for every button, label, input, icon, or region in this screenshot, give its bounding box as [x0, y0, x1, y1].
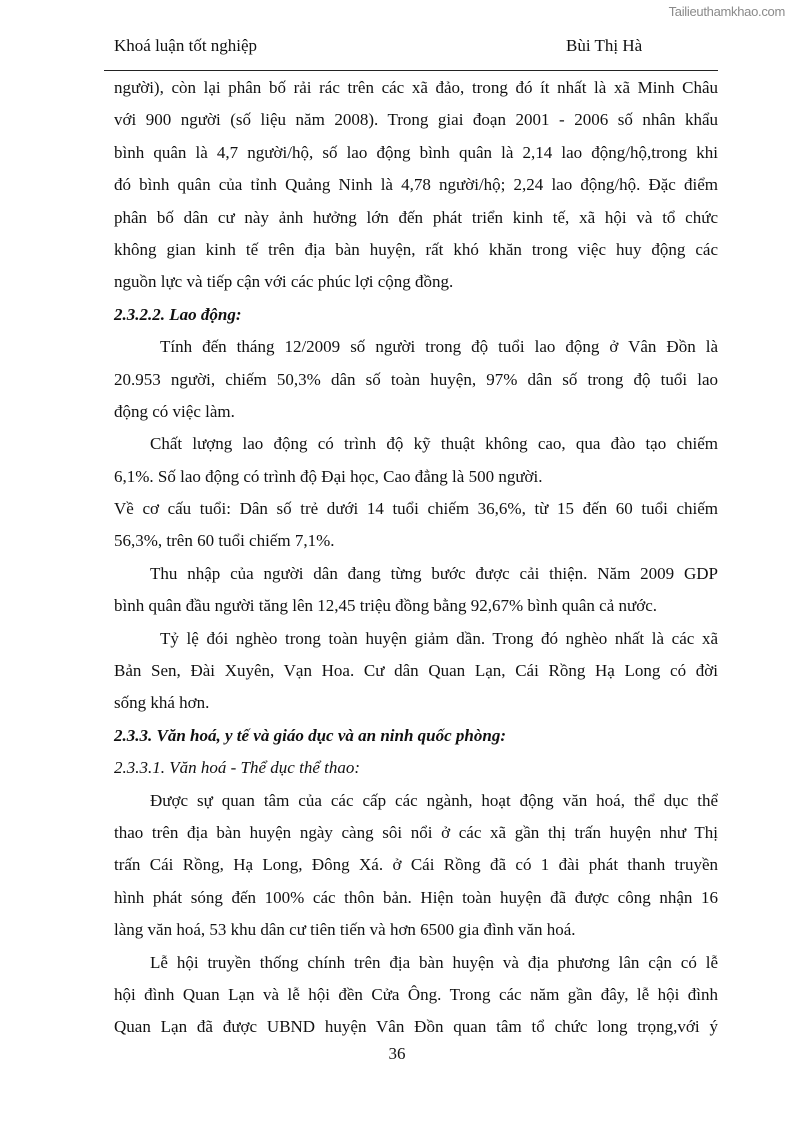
text-line: 20.953 người, chiếm 50,3% dân số toàn huyện, 97% dân số trong độ tuổi lao	[114, 369, 718, 389]
watermark: Tailieuthamkhao.com	[668, 4, 785, 19]
text-line: Chất lượng lao động có trình độ kỹ thuật không cao, qua đào tạo chiếm	[150, 434, 718, 454]
text-line: 6,1%. Số lao động có trình độ Đại học, Cao đẳng là 500 người.	[114, 466, 543, 486]
text-line: Tính đến tháng 12/2009 số người trong độ tuổi lao động ở Vân Đồn là	[160, 337, 718, 357]
text-line: bình quân đầu người tăng lên 12,45 triệu đồng bằng 92,67% bình quân cả nước.	[114, 596, 657, 616]
text-line: nguồn lực và tiếp cận với các phúc lợi cộng đồng.	[114, 272, 454, 292]
text-line: Lễ hội truyền thống chính trên địa bàn huyện và địa phương lân cận có lễ	[150, 952, 718, 972]
text-line: trấn Cái Rồng, Hạ Long, Đông Xá. ở Cái Rồng đã có 1 đài phát thanh truyền	[114, 855, 718, 875]
subsection-heading: 2.3.3.1. Văn hoá - Thể dục thể thao:	[114, 758, 360, 778]
text-line: đó bình quân của tỉnh Quảng Ninh là 4,78 người/hộ; 2,24 lao động/hộ. Đặc điểm	[114, 175, 718, 195]
text-line: làng văn hoá, 53 khu dân cư tiên tiến và hơn 6500 gia đình văn hoá.	[114, 920, 576, 940]
page-number: 36	[388, 1044, 406, 1063]
text-line: người), còn lại phân bố rải rác trên các xã đảo, trong đó ít nhất là xã Minh Châu	[114, 78, 718, 97]
text-line: sống khá hơn.	[114, 693, 210, 713]
text-line: Quan Lạn đã được UBND huyện Vân Đồn quan tâm tổ chức long trọng,với ý	[114, 1017, 718, 1037]
header-title: Khoá luận tốt nghiệp	[114, 36, 258, 55]
section-heading: 2.3.2.2. Lao động:	[114, 304, 242, 324]
text-line: thao trên địa bàn huyện ngày càng sôi nổi ở các xã gần thị trấn huyện như Thị	[114, 822, 718, 842]
text-line: phân bố dân cư này ảnh hưởng lớn đến phát triển kinh tế, xã hội và tổ chức	[114, 207, 718, 227]
text-line: Được sự quan tâm của các cấp các ngành, hoạt động văn hoá, thể dục thể	[150, 790, 718, 810]
text-line: Tỷ lệ đói nghèo trong toàn huyện giảm dần. Trong đó nghèo nhất là các xã	[160, 628, 718, 648]
text-line: hội đình Quan Lạn và lễ hội đền Cửa Ông. Trong các năm gần đây, lễ hội đình	[114, 984, 718, 1004]
text-line: động có việc làm.	[114, 401, 235, 421]
text-line: Thu nhập của người dân đang từng bước được cải thiện. Năm 2009 GDP	[150, 563, 718, 583]
header-author: Bùi Thị Hà	[566, 36, 643, 55]
text-line: Về cơ cấu tuổi: Dân số trẻ dưới 14 tuổi chiếm 36,6%, từ 15 đến 60 tuổi chiếm	[114, 499, 718, 519]
document-body	[114, 72, 718, 1044]
text-line: Bản Sen, Đài Xuyên, Vạn Hoa. Cư dân Quan Lạn, Cái Rồng Hạ Long có đời	[114, 661, 718, 681]
text-line: 56,3%, trên 60 tuổi chiếm 7,1%.	[114, 531, 335, 551]
text-line: bình quân là 4,7 người/hộ, số lao động bình quân là 2,14 lao động/hộ,trong khi	[114, 142, 718, 162]
text-line: không gian kinh tế trên địa bàn huyện, rất khó khăn trong việc huy động các	[114, 239, 718, 259]
header-divider	[104, 70, 718, 71]
text-line: hình phát sóng đến 100% các thôn bản. Hiện toàn huyện đã được công nhận 16	[114, 887, 718, 907]
text-line: với 900 người (số liệu năm 2008). Trong giai đoạn 2001 - 2006 số nhân khẩu	[114, 110, 718, 130]
section-heading: 2.3.3. Văn hoá, y tế và giáo dục và an ninh quốc phòng:	[114, 725, 506, 745]
